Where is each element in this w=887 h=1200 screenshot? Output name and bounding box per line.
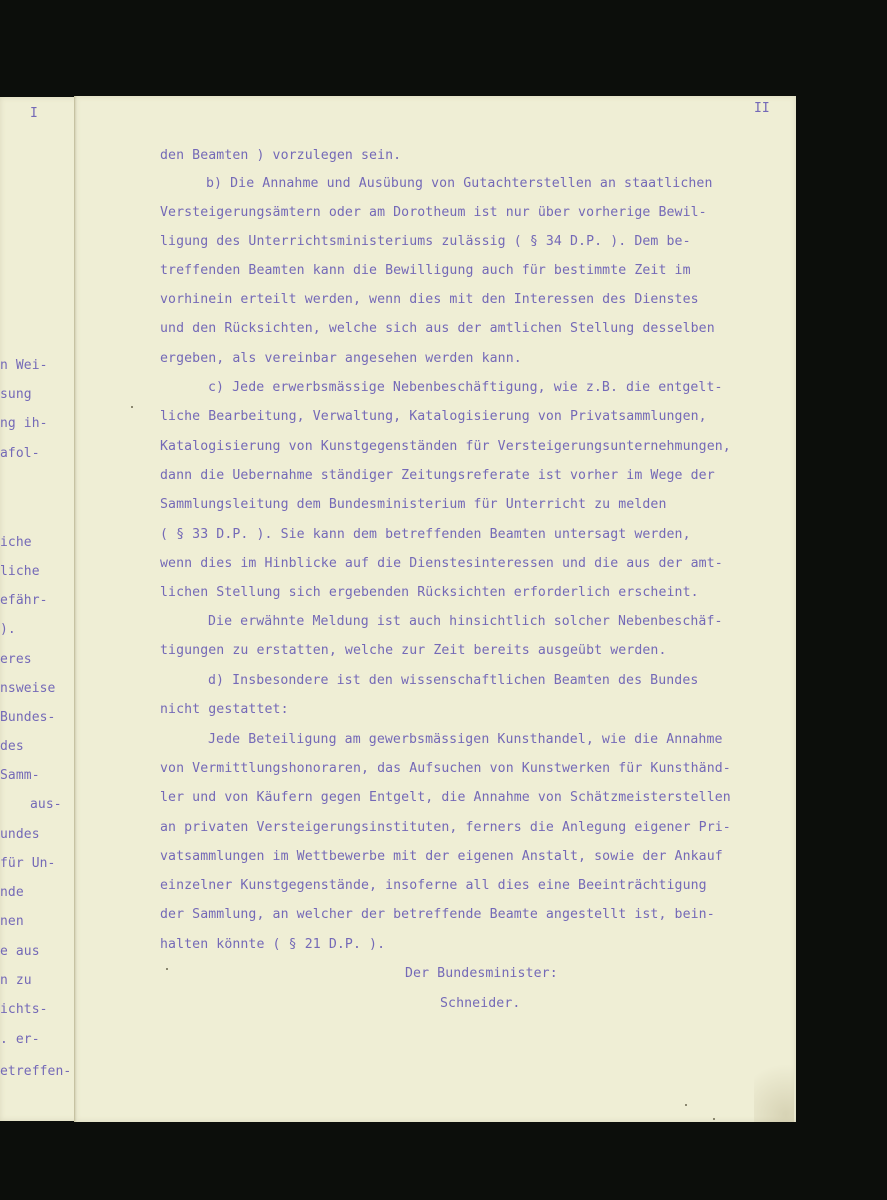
left-fragment: nsweise	[0, 681, 56, 696]
left-fragment: . er-	[0, 1032, 40, 1047]
left-fragment: nen	[0, 914, 24, 929]
text-line: ergeben, als vereinbar angesehen werden kann.	[160, 351, 522, 366]
text-line: Jede Beteiligung am gewerbsmässigen Kunsthandel, wie die Annahme	[208, 732, 723, 747]
text-line: Katalogisierung von Kunstgegenständen für Versteigerungsunternehmungen,	[160, 439, 731, 454]
left-fragment: undes	[0, 827, 40, 842]
left-page-number: I	[30, 106, 38, 121]
left-fragment: ichts-	[0, 1002, 48, 1017]
text-line: ligung des Unterrichtsministeriums zulässig ( § 34 D.P. ). Dem be-	[160, 234, 691, 249]
left-fragment: iche	[0, 535, 32, 550]
text-line: von Vermittlungshonoraren, das Aufsuchen von Kunstwerken für Kunsthänd-	[160, 761, 731, 776]
text-line: Sammlungsleitung dem Bundesministerium für Unterricht zu melden	[160, 497, 667, 512]
text-line: den Beamten ) vorzulegen sein.	[160, 148, 402, 163]
paper-speck	[166, 968, 168, 970]
text-line: d) Insbesondere ist den wissenschaftlichen Beamten des Bundes	[208, 673, 699, 688]
text-line: tigungen zu erstatten, welche zur Zeit bereits ausgeübt werden.	[160, 643, 667, 658]
page-fold-shadow	[74, 96, 77, 1122]
worn-corner	[754, 1050, 794, 1122]
text-line: halten könnte ( § 21 D.P. ).	[160, 937, 386, 952]
left-fragment: ).	[0, 622, 16, 637]
text-line: Versteigerungsämtern oder am Dorotheum ist nur über vorherige Bewil-	[160, 205, 707, 220]
paper-speck	[713, 1118, 715, 1120]
signature-name: Schneider.	[440, 996, 521, 1011]
left-fragment: n zu	[0, 973, 32, 988]
text-line: wenn dies im Hinblicke auf die Dienstesinteressen und die aus der amt-	[160, 556, 723, 571]
left-fragment: liche	[0, 564, 40, 579]
left-fragment: für Un-	[0, 856, 56, 871]
text-line: liche Bearbeitung, Verwaltung, Katalogisierung von Privatsammlungen,	[160, 409, 707, 424]
text-line: vorhinein erteilt werden, wenn dies mit den Interessen des Dienstes	[160, 292, 699, 307]
text-line: ler und von Käufern gegen Entgelt, die Annahme von Schätzmeisterstellen	[160, 790, 731, 805]
text-line: lichen Stellung sich ergebenden Rücksichten erforderlich erscheint.	[160, 585, 699, 600]
left-fragment: Bundes-	[0, 710, 56, 725]
left-fragment: etreffen-	[0, 1064, 72, 1079]
left-fragment: nde	[0, 885, 24, 900]
left-fragment: sung	[0, 387, 32, 402]
left-fragment: aus-	[30, 797, 62, 812]
left-fragment: n Wei-	[0, 358, 48, 373]
left-fragment: e aus	[0, 944, 40, 959]
left-fragment: efähr-	[0, 593, 48, 608]
text-line: an privaten Versteigerungsinstituten, ferners die Anlegung eigener Pri-	[160, 820, 731, 835]
text-line: ( § 33 D.P. ). Sie kann dem betreffenden Beamten untersagt werden,	[160, 527, 691, 542]
left-page-sheet	[0, 97, 80, 1121]
left-fragment: des	[0, 739, 24, 754]
text-line: c) Jede erwerbsmässige Nebenbeschäftigung, wie z.B. die entgelt-	[208, 380, 723, 395]
text-line: dann die Uebernahme ständiger Zeitungsreferate ist vorher im Wege der	[160, 468, 715, 483]
text-line: einzelner Kunstgegenstände, insoferne all dies eine Beeinträchtigung	[160, 878, 707, 893]
text-line: vatsammlungen im Wettbewerbe mit der eigenen Anstalt, sowie der Ankauf	[160, 849, 723, 864]
left-fragment: afol-	[0, 446, 40, 461]
text-line: der Sammlung, an welcher der betreffende Beamte angestellt ist, bein-	[160, 907, 715, 922]
paper-speck	[131, 406, 133, 408]
text-line: Die erwähnte Meldung ist auch hinsichtlich solcher Nebenbeschäf-	[208, 614, 723, 629]
text-line: und den Rücksichten, welche sich aus der amtlichen Stellung desselben	[160, 321, 715, 336]
left-fragment: Samm-	[0, 768, 40, 783]
text-line: b) Die Annahme und Ausübung von Gutachterstellen an staatlichen	[206, 176, 713, 191]
signature-title: Der Bundesminister:	[405, 966, 558, 981]
right-page-number: II	[754, 101, 770, 116]
left-fragment: eres	[0, 652, 32, 667]
text-line: nicht gestattet:	[160, 702, 289, 717]
left-fragment: ng ih-	[0, 416, 48, 431]
text-line: treffenden Beamten kann die Bewilligung auch für bestimmte Zeit im	[160, 263, 691, 278]
paper-speck	[685, 1104, 687, 1106]
